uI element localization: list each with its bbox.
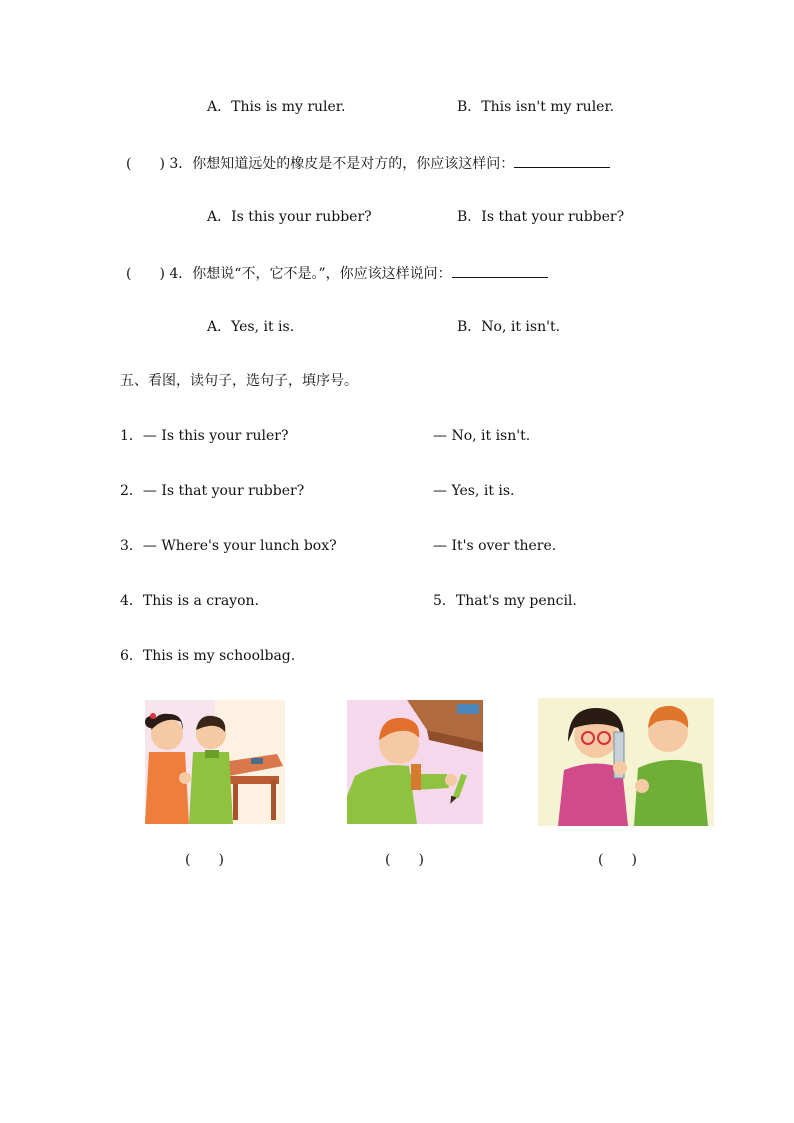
- q4-option-b: B．No, it isn't.: [457, 319, 561, 335]
- sentence-3-question: 3．— Where's your lunch box?: [120, 538, 337, 554]
- picture-1-answer-paren[interactable]: ( ): [185, 852, 224, 868]
- sentence-1-answer: — No, it isn't.: [433, 428, 531, 444]
- picture-boy-pointing-pencil: [347, 700, 483, 824]
- section-5-heading: 五、看图，读句子，选句子，填序号。: [120, 373, 358, 389]
- q3-option-a: A．Is this your rubber?: [207, 209, 372, 225]
- picture-girl-with-ruler: [538, 698, 714, 826]
- sentence-3-answer: — It's over there.: [433, 538, 557, 554]
- q2-option-b: B．This isn't my ruler.: [457, 99, 615, 115]
- question-4: [126, 263, 548, 283]
- sentence-6: 6．This is my schoolbag.: [120, 648, 296, 664]
- answer-paren[interactable]: ( ): [126, 156, 165, 172]
- picture-3-answer-paren[interactable]: ( ): [598, 852, 637, 868]
- sentence-2-answer: — Yes, it is.: [433, 483, 515, 499]
- answer-blank[interactable]: [452, 263, 548, 278]
- question-4-text: 4．你想说“不，它不是。”，你应该这样说问：: [169, 266, 452, 282]
- question-3: [126, 153, 610, 173]
- q2-option-a: A．This is my ruler.: [207, 99, 346, 115]
- picture-2-answer-paren[interactable]: ( ): [385, 852, 424, 868]
- answer-paren[interactable]: ( ): [126, 266, 165, 282]
- answer-blank[interactable]: [514, 153, 610, 168]
- sentence-5: 5．That's my pencil.: [433, 593, 577, 609]
- question-3-text: 3．你想知道远处的橡皮是不是对方的，你应该这样问：: [169, 156, 515, 172]
- sentence-2-question: 2．— Is that your rubber?: [120, 483, 305, 499]
- picture-children-at-desk: [145, 700, 285, 824]
- q3-option-b: B．Is that your rubber?: [457, 209, 625, 225]
- sentence-1-question: 1．— Is this your ruler?: [120, 428, 289, 444]
- q4-option-a: A．Yes, it is.: [207, 319, 295, 335]
- sentence-4: 4．This is a crayon.: [120, 593, 259, 609]
